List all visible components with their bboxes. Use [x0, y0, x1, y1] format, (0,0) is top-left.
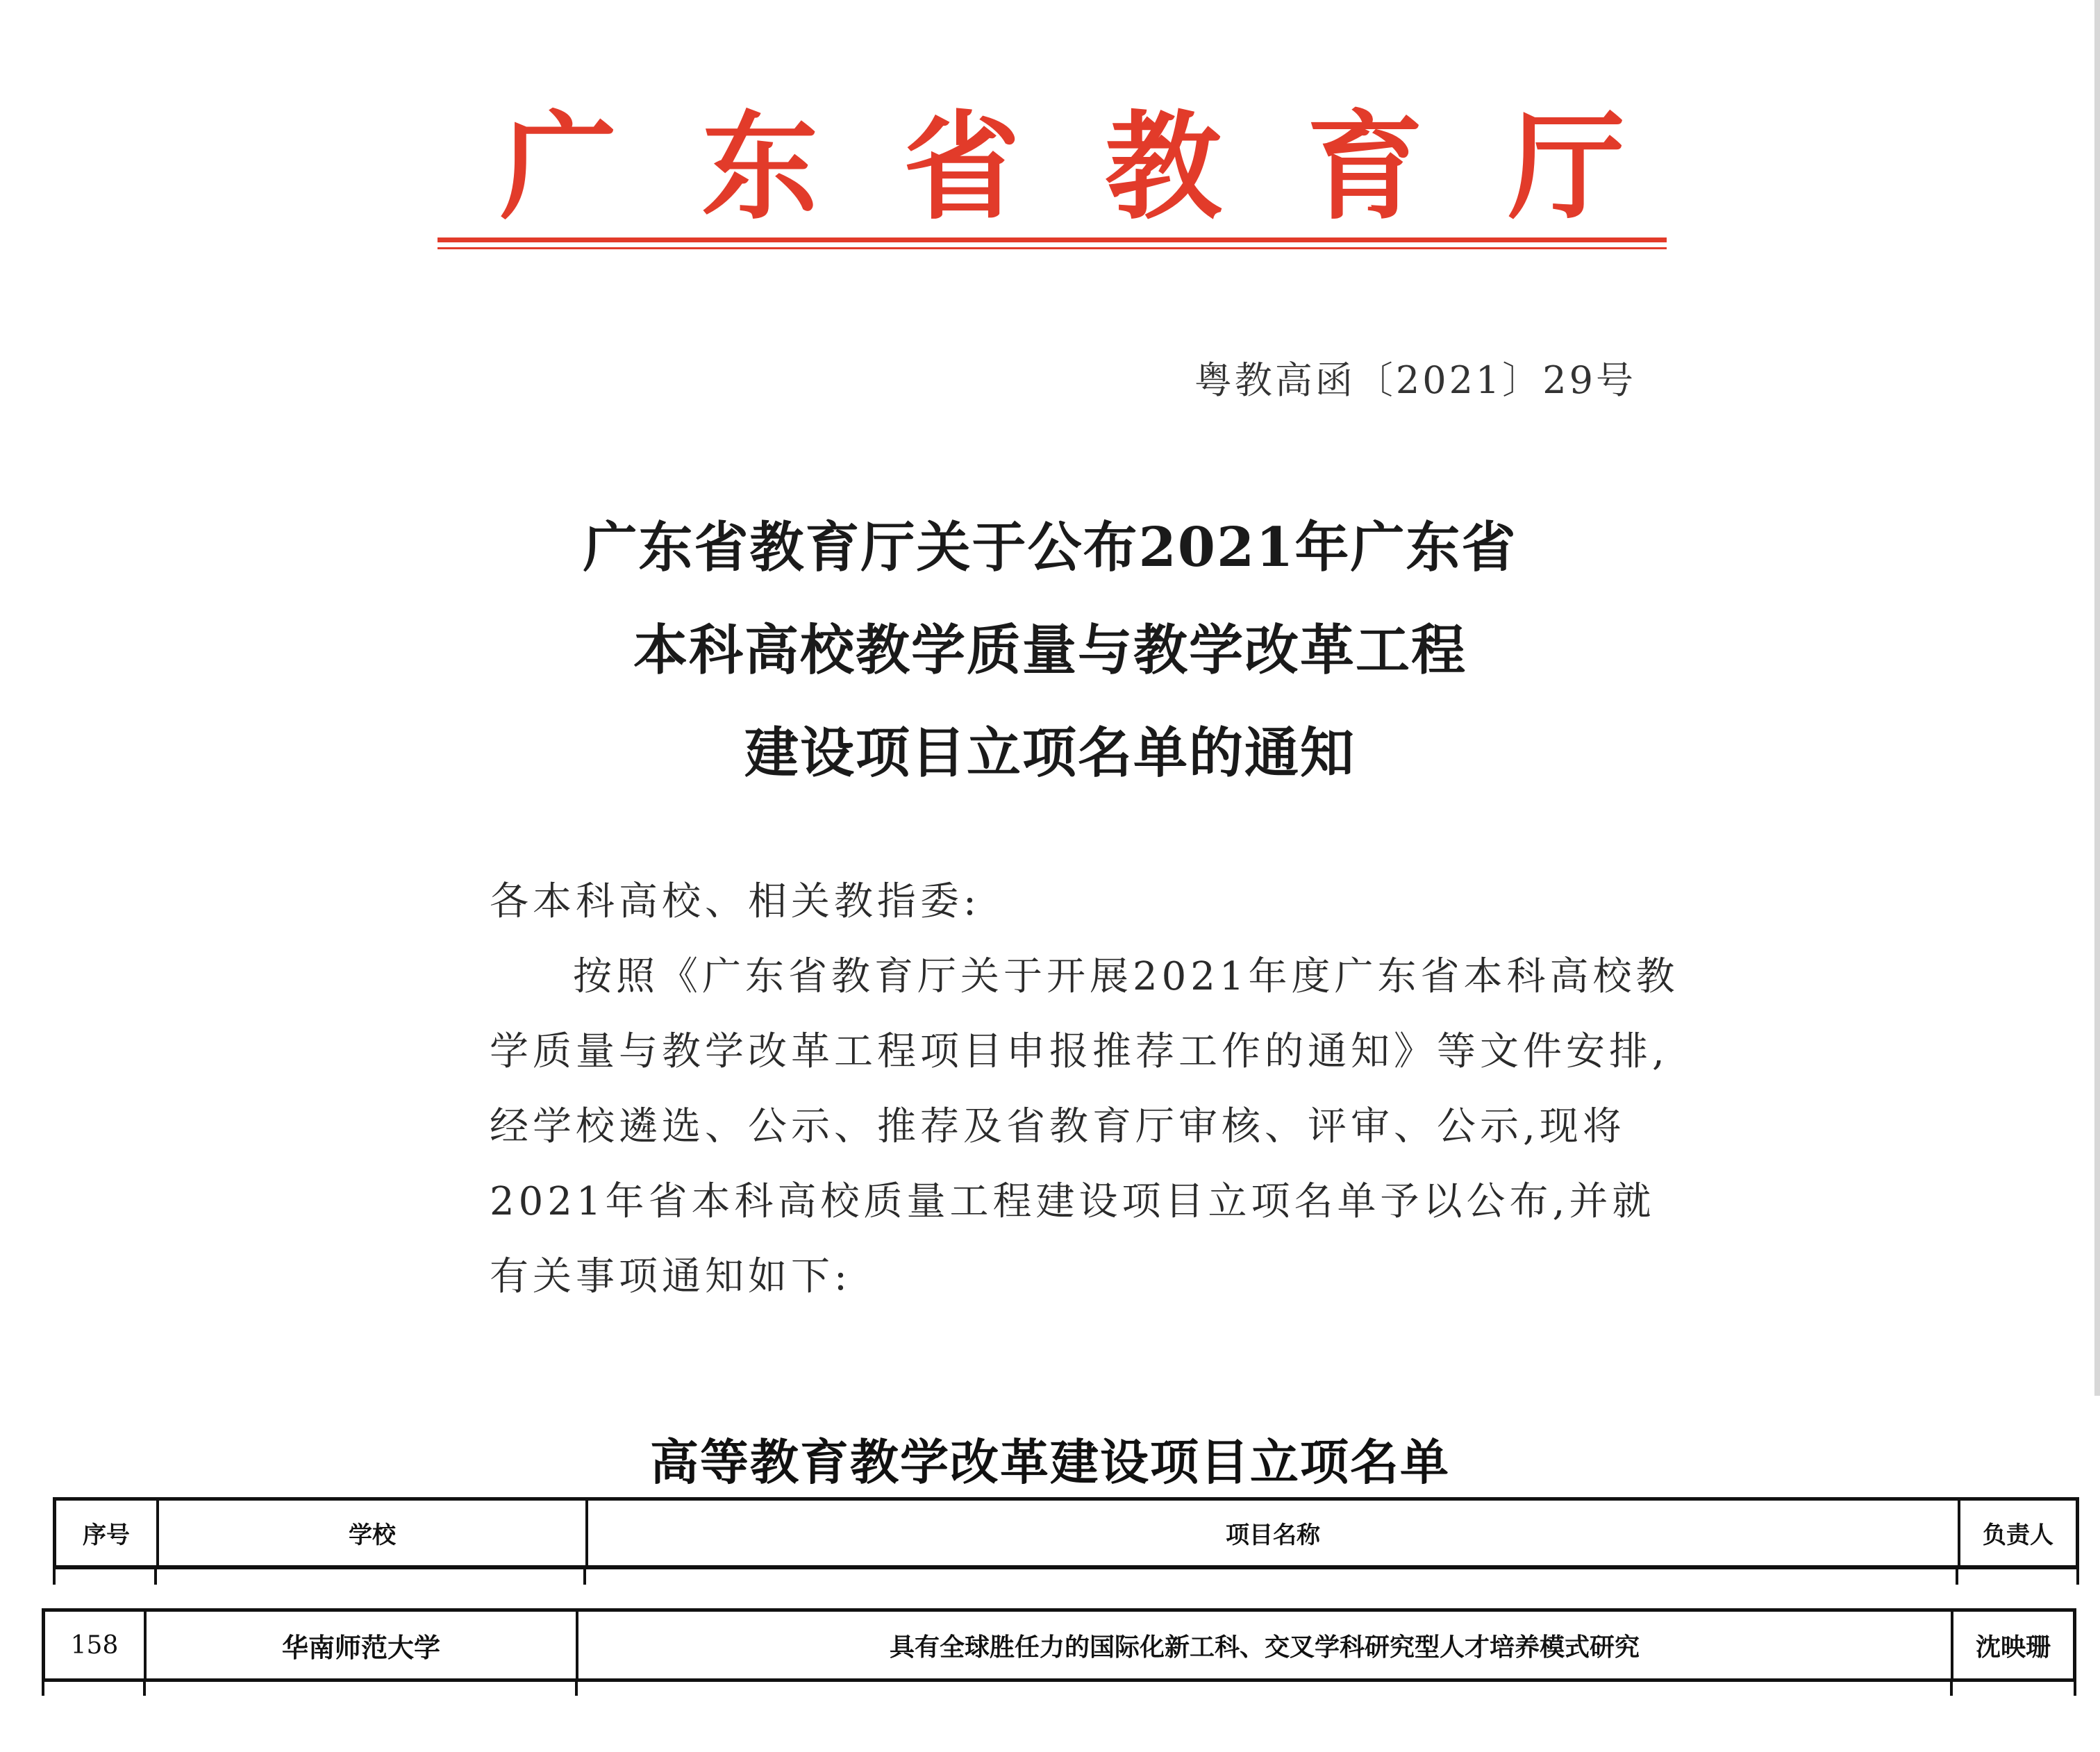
org-char: 育 [1306, 98, 1424, 235]
column-stub [575, 1682, 578, 1696]
column-stub [154, 1569, 157, 1585]
header-seq: 序号 [56, 1501, 159, 1565]
cell-leader: 沈映珊 [1975, 1633, 2051, 1662]
organization-name [438, 97, 1667, 236]
column-stub [143, 1682, 146, 1696]
column-stub [1950, 1682, 1953, 1696]
paragraph-line: 2021年省本科高校质量工程建设项目立项名单予以公布,并就 [490, 1179, 1656, 1224]
title-line: 本科高校教学质量与教学改革工程 [633, 619, 1467, 682]
paragraph-line: 学质量与教学改革工程项目申报推荐工作的通知》等文件安排, [490, 1029, 1669, 1074]
org-char: 厅 [1508, 98, 1625, 235]
cell-project: 具有全球胜任力的国际化新工科、交叉学科研究型人才培养模式研究 [578, 1612, 1953, 1678]
org-char: 东 [701, 98, 819, 235]
column-stub [42, 1682, 44, 1696]
paragraph-line: 有关事项通知如下: [490, 1254, 851, 1299]
title-line: 建设项目立项名单的通知 [744, 721, 1356, 785]
table-title: 高等教育教学改革建设项目立项名单 [650, 1433, 1450, 1491]
column-stub [53, 1569, 56, 1585]
table-header-row [53, 1497, 2079, 1569]
header-school: 学校 [159, 1501, 588, 1565]
table-row [42, 1608, 2076, 1682]
document-number: 粤教高函〔2021〕29号 [1194, 358, 1636, 402]
paragraph-line: 经学校遴选、公示、推荐及省教育厅审核、评审、公示,现将 [490, 1104, 1626, 1149]
title-line: 广东省教育厅关于公布2021年广东省 [583, 516, 1517, 579]
column-stub [1956, 1569, 1958, 1585]
header-project: 项目名称 [588, 1501, 1960, 1565]
document-title [0, 497, 2100, 805]
cell-school: 华南师范大学 [147, 1612, 578, 1678]
letterhead [438, 83, 1667, 257]
letterhead-red-rule [438, 237, 1667, 242]
letterhead-red-rule-thin [438, 247, 1667, 249]
salutation: 各本科高校、相关教指委: [490, 879, 981, 924]
cell-seq: 158 [45, 1612, 147, 1678]
org-char: 省 [903, 98, 1020, 235]
header-leader: 负责人 [1983, 1521, 2053, 1549]
org-char: 教 [1105, 98, 1222, 235]
document-body [490, 865, 1679, 1315]
paragraph-line: 按照《广东省教育厅关于开展2021年度广东省本科高校教 [573, 954, 1679, 999]
column-stub [2076, 1569, 2079, 1585]
org-char: 广 [500, 98, 617, 235]
column-stub [2074, 1682, 2076, 1696]
column-stub [583, 1569, 586, 1585]
